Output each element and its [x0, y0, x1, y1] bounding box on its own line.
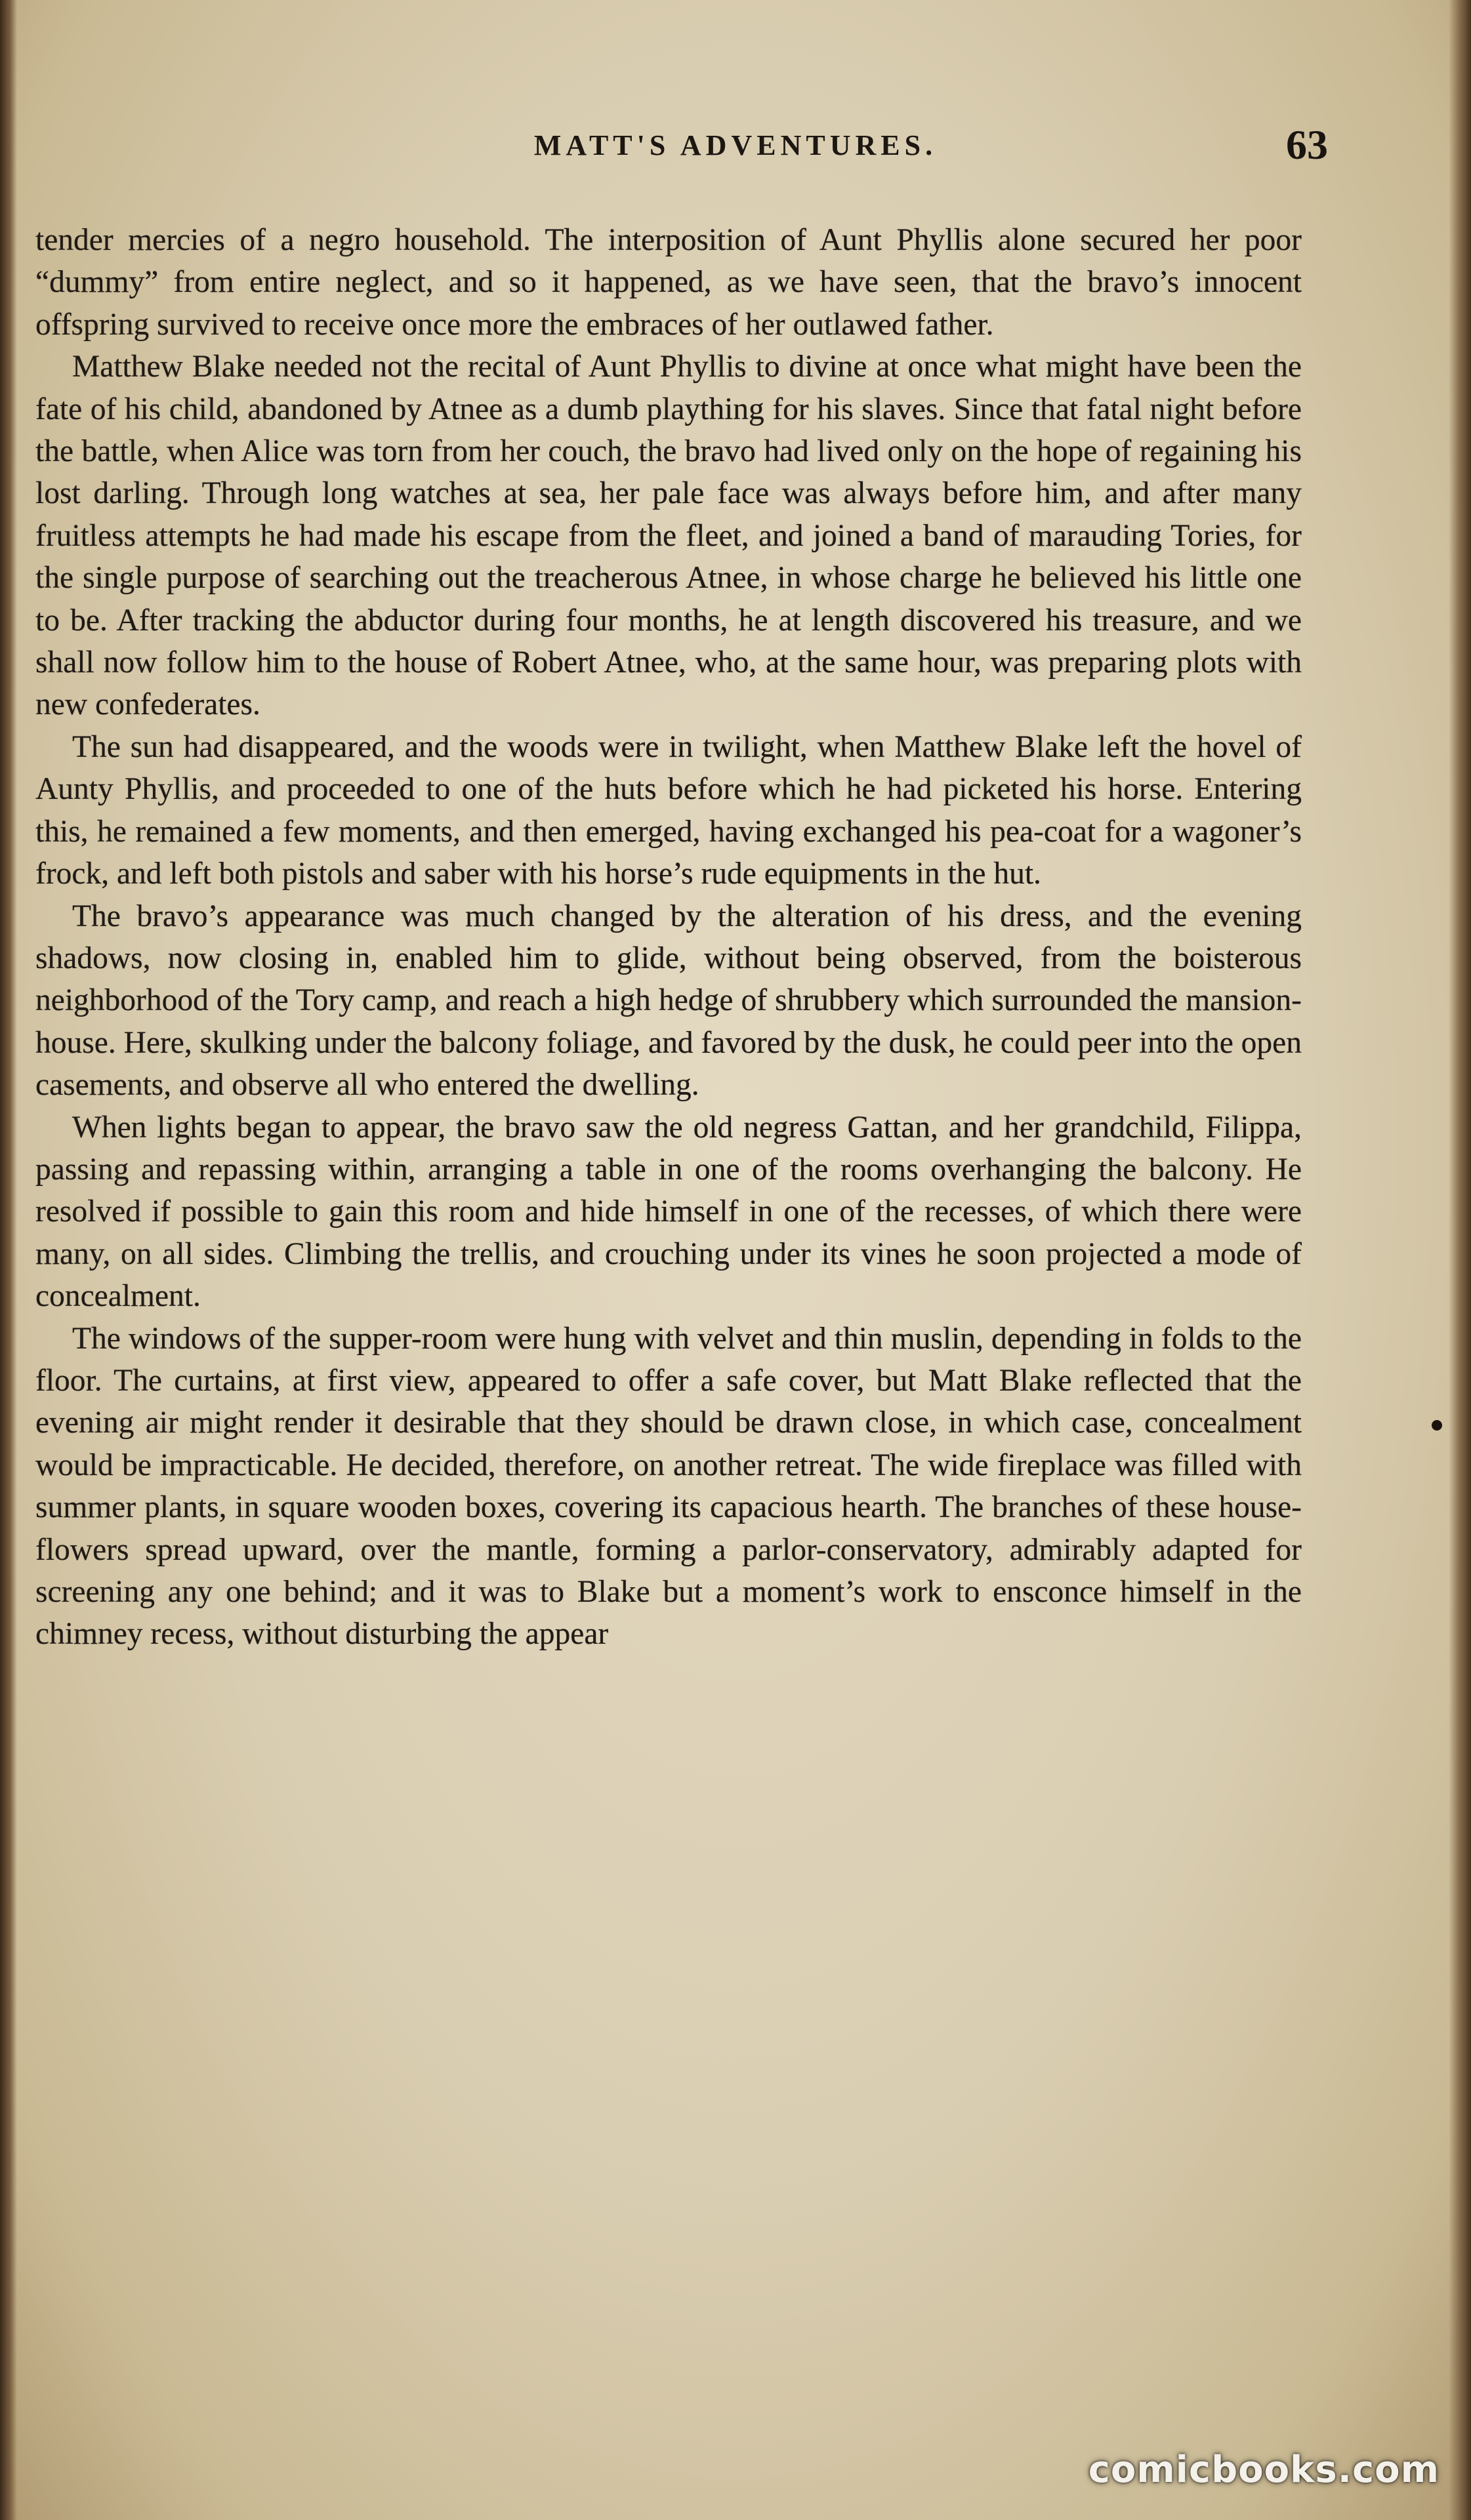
page-edge-left — [0, 0, 17, 2520]
running-title: MATT'S ADVENTURES. — [533, 129, 938, 161]
paragraph-6: The windows of the supper-room were hung with velvet and thin muslin, depending in folds to the floor. The curtains, at first view, appeared to offer a safe cover, but Matt Blake reflected that the evening air might render it desirable that they should be drawn close, in which case, concealment would be impracticable. He decided, therefore, on another retreat. The wide fireplace was filled with summer plants, in square wooden boxes, covering its capacious hearth. The branches of these house-flowers spread upward, over the mantle, forming a parlor-conservatory, admirably adapted for screening any one behind; and it was to Blake but a moment’s work to ensconce himself in the chimney recess, without disturbing the appear — [35, 1321, 1302, 1652]
running-head — [0, 123, 1471, 169]
page-edge-right — [1449, 0, 1471, 2520]
ink-speck — [1432, 1420, 1442, 1431]
paragraph-3: The sun had disappeared, and the woods were in twilight, when Matthew Blake left the hovel of Aunty Phyllis, and proceeded to one of the huts before which he had picketed his horse. Entering this, he remained a few moments, and then emerged, having exchanged his pea-coat for a wagoner’s frock, and left both pistols and saber with his horse’s rude equipments in the hut. — [35, 729, 1302, 891]
page-number: 63 — [1286, 121, 1328, 168]
paragraph-1: tender mercies of a negro household. The interposition of Aunt Phyllis alone secured her poor “dummy” from entire neglect, and so it happened, as we have seen, that the bravo’s innocent offspring survived to receive once more the embraces of her outlawed father. — [35, 223, 1302, 342]
paragraph-5: When lights began to appear, the bravo saw the old negress Gattan, and her grandchild, Filippa, passing and repassing within, arranging a table in one of the rooms overhanging the balcony. He resolved if possible to gain this room and hide himself in one of the recesses, of which there were many, on all sides. Climbing the trellis, and crouching under its vines he soon projected a mode of concealment. — [35, 1110, 1302, 1314]
body-text — [35, 219, 1302, 2357]
paragraph-4: The bravo’s appearance was much changed by the alteration of his dress, and the evening shadows, now closing in, enabled him to glide, without being observed, from the boisterous neighborhood of the Tory camp, and reach a high hedge of shrubbery which surrounded the mansion-house. Here, skulking under the balcony foliage, and favored by the dusk, he could peer into the open casements, and observe all who entered the dwelling. — [35, 899, 1302, 1103]
watermark: comicbooks.com — [1088, 2449, 1440, 2491]
paragraph-2: Matthew Blake needed not the recital of Aunt Phyllis to divine at once what might have been the fate of his child, abandoned by Atnee as a dumb plaything for his slaves. Since that fatal night before the battle, when Alice was torn from her couch, the bravo had lived only on the hope of regaining his lost darling. Through long watches at sea, her pale face was always before him, and after many fruitless attempts he had made his escape from the fleet, and joined a band of marauding Tories, for the single purpose of searching out the treacherous Atnee, in whose charge he believed his little one to be. After tracking the abductor during four months, he at length discovered his treasure, and we shall now follow him to the house of Robert Atnee, who, at the same hour, was preparing plots with new confederates. — [35, 350, 1302, 722]
